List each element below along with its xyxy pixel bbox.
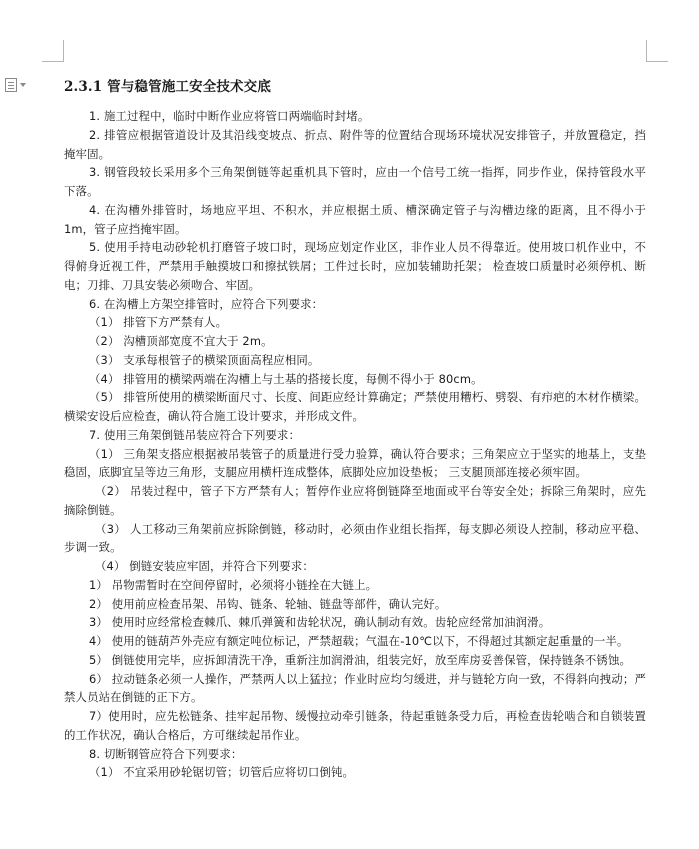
paragraph: （3） 支承每根管子的横梁顶面高程应相同。 bbox=[89, 352, 320, 367]
paragraph: （1） 排管下方严禁有人。 bbox=[89, 315, 228, 330]
paragraph: 7）使用时，应先松链条、挂牢起吊物、缓慢拉动牵引链条，待起重链条受力后，再检查齿轮啮合和自锁装置的工作状况，确认合格后，方可继续起吊作业。 bbox=[64, 709, 646, 742]
crop-mark-top-left bbox=[63, 40, 64, 62]
paragraph: 7. 使用三角架倒链吊装应符合下列要求： bbox=[89, 427, 301, 442]
crop-mark-top-right bbox=[646, 61, 668, 62]
paragraph: （1） 三角架支搭应根据被吊装管子的质量进行受力验算，确认符合要求；三角架应立于坚实的地基上，支垫稳固，底脚宜呈等边三角形，支腿应用横杆连成整体，底脚处应加设垫板； 三支腿顶部连接必须牢固。 bbox=[64, 446, 646, 480]
navigation-pane-icon[interactable] bbox=[5, 78, 31, 92]
document-icon bbox=[5, 78, 17, 92]
paragraph: （2） 沟槽顶部宽度不宜大于 2m。 bbox=[89, 334, 273, 348]
paragraph: 4. 在沟槽外排管时，场地应平坦、不积水，并应根据土质、槽深确定管子与沟槽边缘的距离，且不得小于 1m，管子应挡掩牢固。 bbox=[64, 202, 646, 236]
paragraph: 2） 使用前应检查吊架、吊钩、链条、轮轴、链盘等部件，确认完好。 bbox=[89, 596, 447, 611]
paragraph: 4） 使用的链葫芦外壳应有额定吨位标记，严禁超载；气温在-10℃以下，不得超过其额定起重量的一半。 bbox=[89, 634, 629, 648]
paragraph: 8. 切断钢管应符合下列要求： bbox=[89, 746, 243, 761]
paragraph: （5） 排管所使用的横梁断面尺寸、长度、间距应经计算确定；严禁使用糟朽、劈裂、有疖疤的木材作横梁。横梁安设后应检查，确认符合施工设计要求，并形成文件。 bbox=[64, 390, 646, 423]
paragraph: （3） 人工移动三角架前应拆除倒链，移动时，必须由作业组长指挥，每支脚必须设人控制，移动应平稳、步调一致。 bbox=[64, 521, 646, 555]
paragraph: 6） 拉动链条必须一人操作，严禁两人以上猛拉；作业时应均匀缓进，并与链轮方向一致，不得斜向拽动；严禁人员站在倒链的正下方。 bbox=[64, 671, 646, 705]
crop-mark-top-left bbox=[42, 61, 64, 62]
paragraph: （4） 倒链安装应牢固，并符合下列要求： bbox=[95, 559, 314, 573]
paragraph: 3. 钢管段较长采用多个三角架倒链等起重机具下管时，应由一个信号工统一指挥，同步作业，保持管段水平下落。 bbox=[64, 165, 646, 198]
paragraph: 2. 排管应根据管道设计及其沿线变坡点、折点、附件等的位置结合现场环境状况安排管子，并放置稳定，挡掩牢固。 bbox=[64, 127, 646, 161]
section-heading: 2.3.1 管与稳管施工安全技术交底 bbox=[64, 79, 271, 95]
paragraph: 1. 施工过程中，临时中断作业应将管口两端临时封堵。 bbox=[89, 109, 370, 123]
paragraph: （2） 吊装过程中，管子下方严禁有人；暂停作业应将倒链降至地面或平台等安全处；拆除三角架时，应先摘除倒链。 bbox=[64, 484, 646, 517]
paragraph: 5. 使用手持电动砂轮机打磨管子坡口时，现场应划定作业区，非作业人员不得靠近。使用坡口机作业中，不得俯身近视工件，严禁用手触摸坡口和擦拭铁屑；工件过长时，应加装辅助托架； 检查坡口质量时必须停机、断电；刀排、刀具安装必须吻合、牢固。 bbox=[64, 240, 646, 292]
paragraph: 1） 吊物需暂时在空间停留时，必须将小链拴在大链上。 bbox=[89, 577, 378, 592]
chevron-down-icon bbox=[20, 83, 26, 87]
paragraph: 3） 使用时应经常检查棘爪、棘爪弹簧和齿轮状况，确认制动有效。齿轮应经常加油润滑。 bbox=[89, 615, 551, 630]
document-page bbox=[64, 78, 646, 782]
document-body bbox=[64, 107, 646, 782]
paragraph: （1） 不宜采用砂轮锯切管；切管后应将切口倒钝。 bbox=[89, 765, 355, 780]
paragraph: （4） 排管用的横梁两端在沟槽上与土基的搭接长度，每侧不得小于 80cm。 bbox=[89, 371, 483, 386]
crop-mark-top-right bbox=[646, 40, 647, 62]
paragraph: 6. 在沟槽上方架空排管时，应符合下列要求： bbox=[89, 296, 324, 311]
paragraph: 5） 倒链使用完毕，应拆卸清洗干净，重新注加润滑油，组装完好，放至库房妥善保管，保持链条不锈蚀。 bbox=[89, 652, 632, 667]
